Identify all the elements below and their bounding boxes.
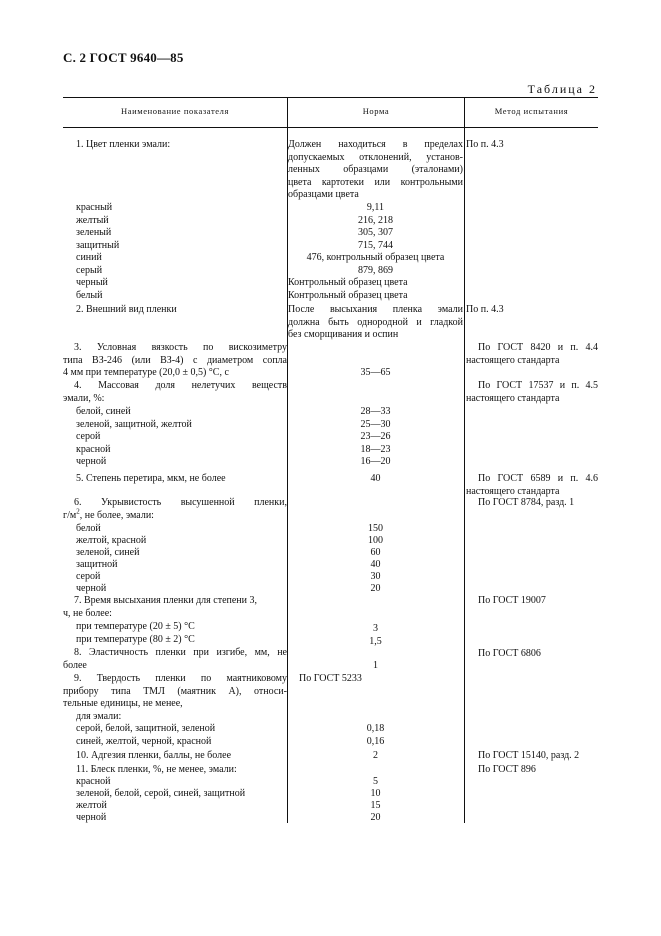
row-6-item-norms: 150 100 60 40 30 20 bbox=[368, 523, 383, 594]
row-1-norm: Должен находиться в пределах допускаемых отклонений, установ- ленных образцами (эталонами) цвета картотеки или контрольными образцами цвета bbox=[288, 139, 463, 200]
row-6-name: 6. Укрывистость высушенной пленки, $г/м^2$, не более, эмали: bbox=[63, 497, 287, 521]
row-11-name: 11. Блеск пленки, %, не менее, эмали: bbox=[76, 764, 237, 775]
row-8-name: 8. Эластичность пленки при изгибе, мм, не более bbox=[63, 647, 287, 671]
page-header: С. 2 ГОСТ 9640—85 bbox=[63, 50, 184, 65]
row-9-norm: По ГОСТ 5233 bbox=[299, 673, 362, 684]
list-item: черной bbox=[76, 812, 107, 823]
row-10-norm: 2 bbox=[373, 750, 378, 761]
list-item: черный bbox=[76, 277, 108, 288]
column-header-name: Наименование показателя bbox=[120, 106, 229, 116]
list-item: зеленой, синей bbox=[76, 547, 140, 558]
row-8-method: По ГОСТ 6806 bbox=[478, 648, 541, 659]
table-caption: Таблица 2 bbox=[527, 82, 597, 96]
row-7-method: По ГОСТ 19007 bbox=[478, 595, 546, 606]
column-divider-2 bbox=[464, 97, 465, 823]
list-item: красной bbox=[76, 443, 111, 455]
row-5-name: 5. Степень перетира, мкм, не более bbox=[76, 473, 226, 484]
row-6-items bbox=[63, 523, 300, 595]
row-3-method: По ГОСТ 8420 и п. 4.4 настоящего стандарта bbox=[466, 342, 598, 366]
list-item: красной bbox=[76, 776, 111, 787]
row-7-item-norms: 3 1,5 bbox=[369, 623, 382, 647]
list-item: черной bbox=[76, 583, 107, 594]
list-item: зеленый bbox=[76, 227, 112, 238]
list-item: черной bbox=[76, 456, 107, 467]
table-top-border bbox=[63, 97, 598, 98]
row-1-item-norms: 9,11 216, 218 305, 307 715, 744 476, контрольный образец цвета 879, 869 Контрольный образец цвета Контрольный образец цвета bbox=[288, 202, 445, 301]
list-item: белый bbox=[76, 289, 103, 301]
row-7-name: 7. Время высыхания пленки для степени 3, ч, не более: bbox=[63, 595, 258, 619]
row-4-method: По ГОСТ 17537 и п. 4.5 настоящего стандарта bbox=[466, 380, 598, 404]
table-header-border bbox=[63, 127, 598, 128]
row-2-norm: После высыхания пленка эмали должна быть однородной и гладкой без сморщивания и оспин bbox=[288, 304, 463, 340]
row-3-name: 3. Условная вязкость по вискозиметру типа ВЗ-246 (или ВЗ-4) с диаметром сопла 4 мм при температуре (20,0 ± 0,5) °С, с bbox=[63, 342, 287, 378]
list-item: синей, желтой, черной, красной bbox=[76, 735, 212, 747]
list-item: защитной bbox=[76, 559, 118, 570]
column-header-norm: Норма bbox=[362, 106, 390, 116]
row-9-items bbox=[63, 723, 300, 748]
row-8-norm: 1 bbox=[373, 660, 378, 671]
row-1-method: По п. 4.3 bbox=[466, 139, 504, 150]
list-item: зеленой, белой, серой, синей, защитной bbox=[76, 788, 246, 799]
list-item: желтой bbox=[76, 800, 107, 811]
row-2-name: 2. Внешний вид пленки bbox=[76, 304, 177, 315]
list-item: серой bbox=[76, 431, 101, 442]
list-item: серый bbox=[76, 264, 103, 276]
row-4-item-norms: 28—33 25—30 23—26 18—23 16—20 bbox=[360, 406, 391, 467]
row-11-method: По ГОСТ 896 bbox=[478, 764, 536, 775]
list-item: при температуре (20 ± 5) °С bbox=[76, 621, 195, 632]
row-7-items bbox=[63, 621, 300, 646]
list-item: синий bbox=[76, 252, 102, 263]
row-11-item-norms: 5 10 15 20 bbox=[370, 776, 381, 823]
list-item: желтой, красной bbox=[76, 535, 147, 546]
list-item: серой, белой, защитной, зеленой bbox=[76, 723, 216, 734]
row-9-item-norms: 0,18 0,16 bbox=[366, 723, 385, 747]
list-item: серой bbox=[76, 571, 101, 582]
row-1-name: 1. Цвет пленки эмали: bbox=[76, 139, 171, 150]
row-11-items bbox=[63, 776, 300, 824]
row-4-name: 4. Массовая доля нелетучих веществ эмали, %: bbox=[63, 380, 287, 404]
row-9-name: 9. Твердость пленки по маятниковому прибору типа ТМЛ (маятник А), относи- тельные единицы, не менее, для эмали: bbox=[63, 673, 287, 722]
column-header-method: Метод испытания bbox=[494, 106, 569, 116]
row-5-norm: 40 bbox=[370, 473, 381, 484]
row-10-method: По ГОСТ 15140, разд. 2 bbox=[478, 750, 580, 761]
list-item: желтый bbox=[76, 214, 109, 226]
list-item: зеленой, защитной, желтой bbox=[76, 418, 192, 430]
list-item: белой, синей bbox=[76, 406, 131, 417]
row-6-method: По ГОСТ 8784, разд. 1 bbox=[478, 497, 575, 508]
list-item: белой bbox=[76, 523, 101, 534]
row-10-name: 10. Адгезия пленки, баллы, не более bbox=[76, 750, 232, 761]
row-1-items bbox=[63, 202, 300, 302]
list-item: красный bbox=[76, 202, 113, 213]
row-3-norm: 35—65 bbox=[360, 367, 391, 378]
list-item: защитный bbox=[76, 239, 120, 251]
row-5-method: По ГОСТ 6589 и п. 4.6 настоящего стандарта bbox=[466, 473, 598, 497]
list-item: при температуре (80 ± 2) °С bbox=[76, 633, 195, 645]
row-4-items bbox=[63, 406, 300, 469]
row-2-method: По п. 4.3 bbox=[466, 304, 504, 315]
